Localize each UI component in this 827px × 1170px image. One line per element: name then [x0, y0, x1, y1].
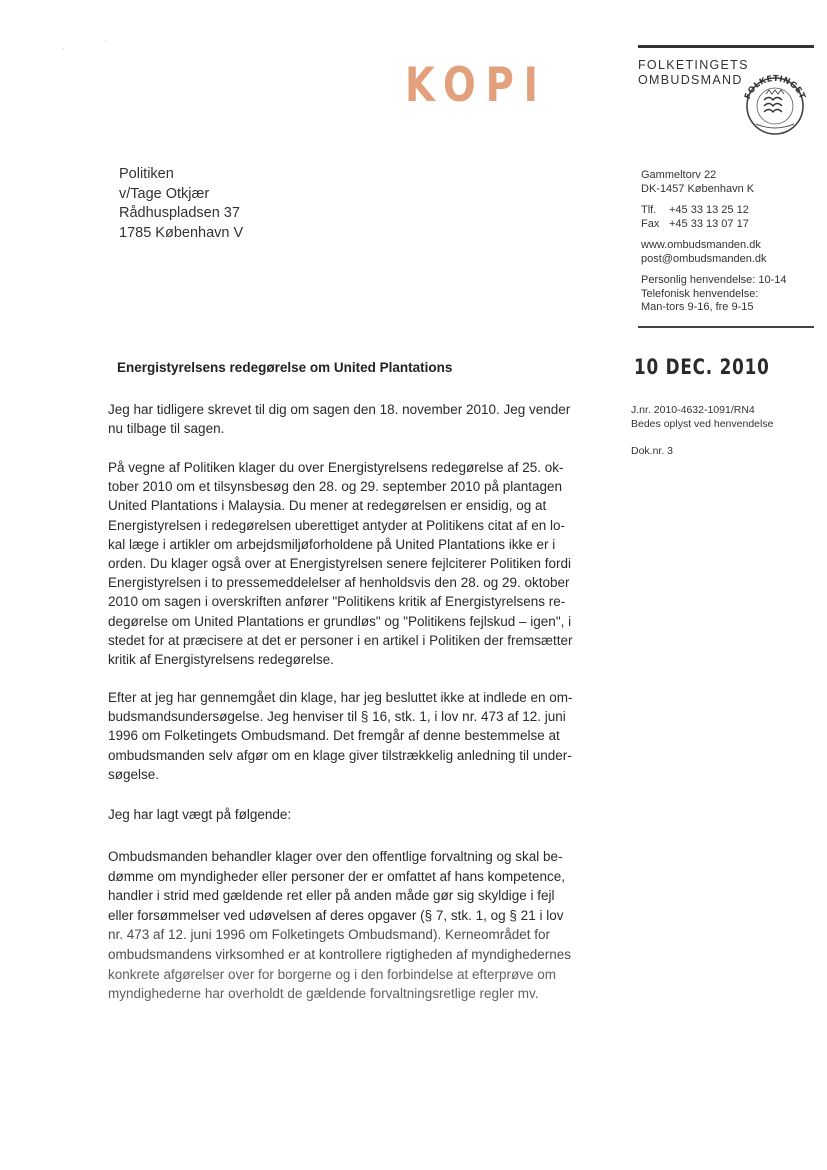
- office-hours-phone: Man-tors 9-16, fre 9-15: [641, 301, 754, 313]
- letter-subject: Energistyrelsens redegørelse om United Plantations: [117, 360, 453, 375]
- svg-text:FOLKETINGET: FOLKETINGET: [741, 72, 809, 101]
- text-line: 2010 om sagen i overskriften anfører "Politikens kritik af Energistyrelsens re-: [108, 594, 566, 610]
- text-line: Jeg har tidligere skrevet til dig om sagen den 18. november 2010. Jeg vender: [108, 402, 571, 417]
- fax-label: Fax: [641, 217, 660, 230]
- paragraph-2: [108, 458, 598, 669]
- text-line: handler i strid med gældende ret eller på anden måde gør sig skyldige i fejl: [108, 888, 555, 904]
- office-city: DK-1457 København K: [641, 182, 755, 195]
- recipient-city: 1785 København V: [119, 224, 244, 241]
- letterhead-bottom-rule: [638, 326, 814, 328]
- text-line: degørelse om United Plantations er grundløs" og "Politikens fejlskud – igen", i: [108, 613, 572, 629]
- office-address: Gammeltorv 22: [641, 169, 717, 181]
- office-hours-in-person: Personlig henvendelse: 10-14: [641, 274, 787, 286]
- text-line: Energistyrelsen i redegørelsen uberettiget antyder at Politikens citat af en lo-: [108, 517, 565, 533]
- text-line: ombudsmanden selv afgør om en klage giver tilstrækkelig anledning til under-: [108, 747, 572, 763]
- text-line: kritik af Energistyrelsens redegørelse.: [108, 652, 334, 668]
- org-line-2: OMBUDSMAND: [638, 73, 743, 87]
- text-line: nu tilbage til sagen.: [108, 421, 225, 437]
- phone-label: Tlf.: [641, 204, 657, 216]
- journal-number-block: [631, 404, 773, 431]
- text-line: Energistyrelsen i to pressemeddelelser af henholdsvis den 28. og 29. oktober: [108, 575, 570, 591]
- paragraph-5: [108, 847, 598, 1004]
- text-line: Ombudsmanden behandler klager over den offentlige forvaltning og skal be-: [108, 849, 563, 864]
- text-line: søgelse.: [108, 766, 160, 782]
- text-line: tober 2010 om et tilsynsbesøg den 28. og 29. september 2010 på plantagen: [108, 479, 563, 495]
- office-hours-phone-label: Telefonisk henvendelse:: [641, 287, 759, 300]
- text-line: Jeg har lagt vægt på følgende:: [108, 807, 292, 822]
- phone-number: +45 33 13 25 12: [669, 204, 749, 216]
- text-line: nr. 473 af 12. juni 1996 om Folketingets Ombudsmand). Kerneområdet for: [108, 927, 550, 943]
- text-line: 1996 om Folketingets Ombudsmand. Det fremgår af denne bestemmelse at: [108, 728, 560, 744]
- paragraph-3: [108, 688, 598, 784]
- org-line-1: FOLKETINGETS: [638, 58, 749, 72]
- recipient-street: Rådhuspladsen 37: [119, 205, 240, 221]
- text-line: På vegne af Politiken klager du over Energistyrelsens redegørelse af 25. ok-: [108, 460, 564, 475]
- text-line: ombudsmandens virksomhed er at kontrollere rigtigheden af myndighedernes: [108, 946, 572, 962]
- recipient-address: [119, 165, 243, 243]
- text-line: dømme om myndigheder eller personer der er omfattet af hans kompetence,: [108, 868, 565, 884]
- text-line: orden. Du klager også over at Energistyrelsen senere fejlciterer Politiken fordi: [108, 556, 571, 572]
- recipient-name: Politiken: [119, 166, 174, 182]
- text-line: eller forsømmelser ved udøvelsen af deres opgaver (§ 7, stk. 1, og § 21 i lov: [108, 907, 564, 923]
- paragraph-4: [108, 805, 598, 824]
- journal-number: J.nr. 2010-4632-1091/RN4: [631, 404, 755, 416]
- reference-note: Bedes oplyst ved henvendelse: [631, 417, 774, 430]
- recipient-attn: v/Tage Otkjær: [119, 185, 210, 202]
- scan-speck: ·: [104, 36, 107, 45]
- website: www.ombudsmanden.dk: [641, 239, 761, 251]
- text-line: budsmandsundersøgelse. Jeg henviser til § 16, stk. 1, i lov nr. 473 af 12. juni: [108, 709, 566, 725]
- parliament-seal-icon: [736, 70, 814, 136]
- scan-speck: ·: [62, 44, 65, 53]
- paragraph-1: [108, 400, 598, 438]
- text-line: kal læge i artikler om arbejdsmiljøforholdene på United Plantations ikke er i: [108, 536, 556, 552]
- contact-block: [641, 169, 787, 315]
- text-line: myndighederne har overholdt de gældende forvaltningsretlige regler mv.: [108, 986, 539, 1002]
- text-line: Efter at jeg har gennemgået din klage, har jeg besluttet ikke at indlede en om-: [108, 690, 573, 705]
- phone-row: [641, 204, 787, 218]
- text-line: konkrete afgørelser over for borgerne og i den forbindelse at efterprøve om: [108, 966, 556, 982]
- fax-number: +45 33 13 07 17: [669, 217, 749, 230]
- fax-row: [641, 218, 787, 232]
- organization-name: [638, 58, 749, 88]
- date-stamp: 10 DEC. 2010: [634, 355, 770, 379]
- email-address: post@ombudsmanden.dk: [641, 252, 767, 265]
- kopi-stamp: KOPI: [405, 58, 548, 113]
- text-line: United Plantations i Malaysia. Du mener at redegørelsen er ensidig, og at: [108, 498, 547, 514]
- text-line: stedet for at præcisere at det er personer i en artikel i Politiken der fremsætter: [108, 632, 573, 648]
- letterhead-top-rule: [638, 45, 814, 48]
- document-number: Dok.nr. 3: [631, 445, 674, 457]
